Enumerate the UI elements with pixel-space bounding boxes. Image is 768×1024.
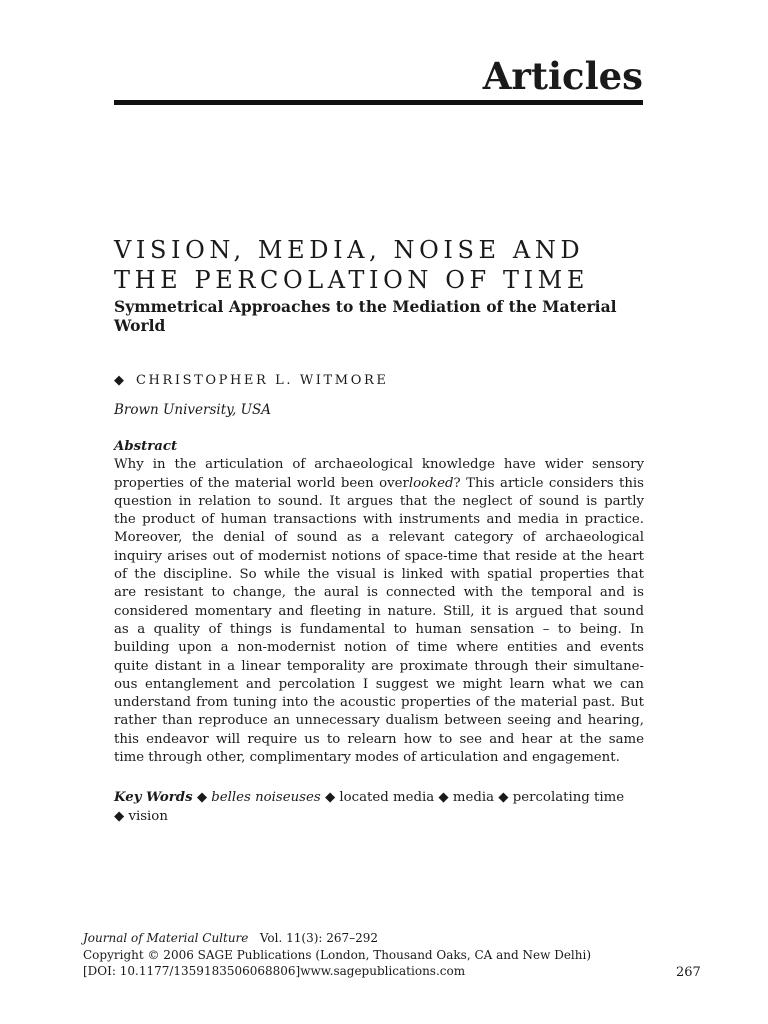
keyword: belles noiseuses: [211, 790, 321, 805]
abstract-line: ous entanglement and percolation I suggest we might learn what we can: [114, 676, 644, 692]
diamond-icon: ◆: [438, 790, 449, 805]
article-title-line-2: THE PERCOLATION OF TIME: [114, 266, 589, 294]
footer-citation: [83, 930, 683, 947]
section-rule: [114, 100, 643, 105]
keyword: media: [452, 790, 495, 805]
abstract-line: building upon a non-modernist notion of time where entities and events: [114, 640, 644, 656]
article-title-line-1: VISION, MEDIA, NOISE AND: [114, 236, 585, 264]
diamond-icon: ◆: [498, 790, 509, 805]
author-line: [114, 372, 643, 390]
abstract-line: as a quality of things is fundamental to human sensation – to being. In: [114, 621, 644, 637]
journal-volume: Vol. 11(3): 267–292: [259, 931, 379, 945]
abstract-italic: looked: [408, 475, 454, 491]
abstract-line: are resistant to change, the aural is connected with the temporal and is: [114, 585, 644, 601]
abstract-line: rather than reproduce an unnecessary dualism between seeing and hearing,: [114, 713, 644, 729]
diamond-icon: ◆: [196, 790, 208, 805]
abstract-line: the product of human transactions with instruments and media in practice.: [114, 512, 644, 528]
footer-copyright: Copyright © 2006 SAGE Publications (London, Thousand Oaks, CA and New Delhi): [83, 947, 592, 962]
abstract-line: properties of the material world been overlooked? This article considers this: [114, 475, 644, 491]
footer-doi: [DOI: 10.1177/1359183506068806]www.sagepublications.com: [83, 964, 466, 978]
journal-name: Journal of Material Culture: [83, 931, 249, 945]
keyword: percolating time: [512, 790, 625, 805]
abstract-line: of the discipline. So while the visual is linked with spatial properties that: [114, 567, 644, 583]
keywords-heading: Key Words: [114, 790, 193, 805]
abstract-line: quite distant in a linear temporality are proximate through their simultane-: [114, 658, 644, 674]
abstract-heading: Abstract: [114, 439, 178, 454]
abstract-line: Moreover, the denial of sound as a relevant category of archaeological: [114, 530, 644, 546]
diamond-icon: ◆: [114, 373, 124, 388]
diamond-icon: ◆: [324, 790, 336, 805]
footer: [83, 930, 683, 980]
author-name: CHRISTOPHER L. WITMORE: [136, 373, 389, 388]
abstract-line: time through other, complimentary modes of articulation and engagement.: [114, 750, 620, 766]
keyword: located media: [339, 790, 435, 805]
article-title: [114, 235, 654, 295]
abstract-line: considered momentary and fleeting in nature. Still, it is argued that sound: [114, 603, 644, 619]
article-subtitle: Symmetrical Approaches to the Mediation of the Material World: [114, 297, 617, 335]
diamond-icon: ◆: [114, 809, 125, 824]
section-header: [114, 54, 643, 105]
author-affiliation: Brown University, USA: [114, 402, 271, 418]
abstract-line: understand from tuning into the acoustic properties of the material past. But: [114, 695, 644, 711]
page-number: 267: [676, 965, 701, 980]
abstract-line: Why in the articulation of archaeological knowledge have wider sensory: [114, 457, 644, 473]
abstract-line: this endeavor will require us to relearn how to see and hear at the same: [114, 731, 644, 747]
abstract-line: inquiry arises out of modernist notions of space-time that reside at the heart: [114, 548, 644, 564]
abstract-text: [114, 456, 644, 767]
keywords: [114, 788, 644, 826]
keyword: vision: [128, 809, 168, 824]
abstract-line: question in relation to sound. It argues that the neglect of sound is partly: [114, 493, 644, 509]
abstract: [114, 438, 644, 767]
section-title: Articles: [482, 54, 643, 98]
